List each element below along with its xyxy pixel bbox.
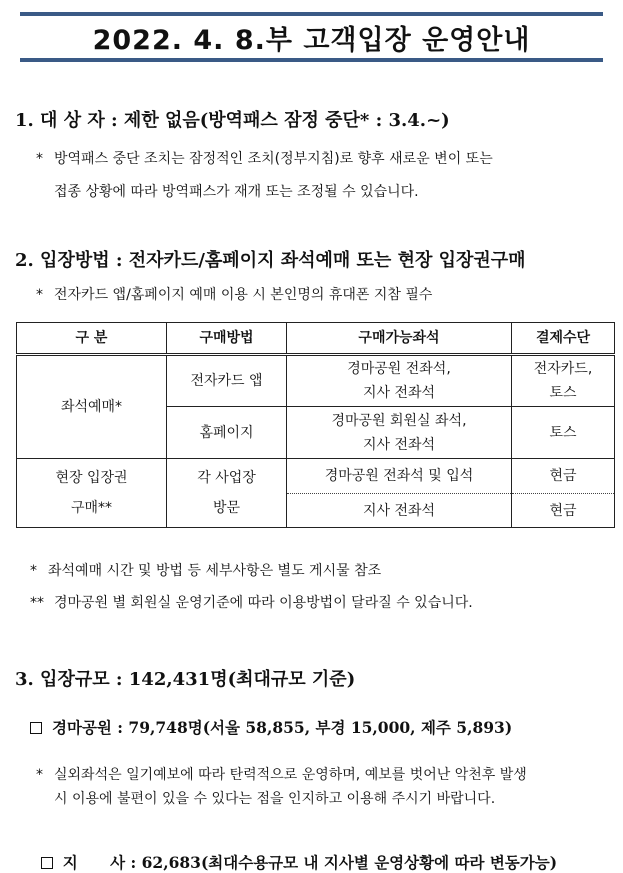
footnote-mark: * bbox=[30, 563, 37, 579]
table-header-seats: 구매가능좌석 bbox=[287, 323, 512, 355]
section3-item1-note-line2: 시 이용에 불편이 있을 수 있다는 점을 인지하고 이용해 주시기 바랍니다. bbox=[54, 791, 496, 807]
method-cell: 전자카드 앱 bbox=[167, 355, 287, 407]
section1-note bbox=[36, 144, 493, 174]
footnote1-text: 좌석예매 시간 및 방법 등 세부사항은 별도 게시물 참조 bbox=[48, 563, 382, 579]
section3-item-racecourse bbox=[30, 716, 512, 738]
title-banner bbox=[20, 12, 603, 62]
section1-heading: 1. 대 상 자 : 제한 없음(방역패스 잠정 중단* : 3.4.~) bbox=[15, 110, 450, 131]
payment-cell: 토스 bbox=[512, 407, 615, 459]
table-row bbox=[17, 355, 615, 407]
payment-cell: 현금 bbox=[512, 494, 615, 528]
item2-text: 지 사 : 62,683(최대수용규모 내 지사별 운영상황에 따라 변동가능) bbox=[62, 853, 558, 872]
footnote2-text: 경마공원 별 회원실 운영기준에 따라 이용방법이 달라질 수 있습니다. bbox=[54, 595, 473, 611]
note-mark: * bbox=[36, 287, 43, 303]
method-line: 방문 bbox=[212, 500, 241, 516]
item1-note-line1: 실외좌석은 일기예보에 따라 탄력적으로 운영하며, 예보를 벗어난 악천후 발생 bbox=[54, 767, 527, 783]
note-mark: * bbox=[36, 151, 43, 167]
group-onsite-ticket bbox=[17, 459, 167, 528]
table-header-row bbox=[17, 323, 615, 355]
seats-line: 경마공원 전좌석, bbox=[347, 361, 451, 377]
method-cell bbox=[167, 459, 287, 528]
section3-heading: 3. 입장규모 : 142,431명(최대규모 기준) bbox=[15, 669, 356, 690]
square-bullet-icon bbox=[41, 857, 53, 869]
table-header-category: 구 분 bbox=[17, 323, 167, 355]
method-cell: 홈페이지 bbox=[167, 407, 287, 459]
table-row bbox=[17, 459, 615, 494]
section3-item-branch bbox=[30, 832, 557, 873]
section1-note-line1: 방역패스 중단 조치는 잠정적인 조치(정부지침)로 향후 새로운 변이 또는 bbox=[54, 151, 493, 167]
section2-note-text: 전자카드 앱/홈페이지 예매 이용 시 본인명의 휴대폰 지참 필수 bbox=[54, 287, 433, 303]
seats-cell: 경마공원 전좌석 및 입석 bbox=[287, 459, 512, 494]
table-header-method: 구매방법 bbox=[167, 323, 287, 355]
seats-line: 경마공원 회원실 좌석, bbox=[331, 412, 467, 429]
section2-footnote1 bbox=[30, 556, 381, 586]
item1-text: 경마공원 : 79,748명(서울 58,855, 부경 15,000, 제주 5,893) bbox=[52, 718, 513, 737]
section2-note bbox=[36, 280, 432, 310]
section1-note-line2: 접종 상황에 따라 방역패스가 재개 또는 조정될 수 있습니다. bbox=[54, 184, 419, 200]
seats-cell bbox=[287, 355, 512, 407]
section2-footnote2 bbox=[30, 588, 473, 618]
page-title: 2022. 4. 8.부 고객입장 운영안내 bbox=[92, 24, 531, 56]
group-seat-reservation: 좌석예매* bbox=[17, 355, 167, 459]
payment-line: 토스 bbox=[549, 385, 577, 401]
seats-line: 지사 전좌석 bbox=[362, 436, 436, 453]
footnote-mark: ** bbox=[30, 595, 44, 611]
table-header-payment: 결제수단 bbox=[512, 323, 615, 355]
seats-cell: 지사 전좌석 bbox=[287, 494, 512, 528]
payment-cell bbox=[512, 355, 615, 407]
payment-line: 전자카드, bbox=[533, 361, 593, 377]
seats-cell bbox=[287, 407, 512, 459]
method-line: 각 사업장 bbox=[197, 470, 256, 486]
seats-line: 지사 전좌석 bbox=[362, 385, 436, 401]
payment-cell: 현금 bbox=[512, 459, 615, 494]
entry-method-table bbox=[16, 322, 615, 528]
group-label-line: 구매** bbox=[70, 500, 113, 516]
note-mark: * bbox=[36, 767, 43, 783]
square-bullet-icon bbox=[30, 722, 42, 734]
section2-heading: 2. 입장방법 : 전자카드/홈페이지 좌석예매 또는 현장 입장권구매 bbox=[15, 250, 526, 271]
group-label-line: 현장 입장권 bbox=[55, 470, 128, 486]
